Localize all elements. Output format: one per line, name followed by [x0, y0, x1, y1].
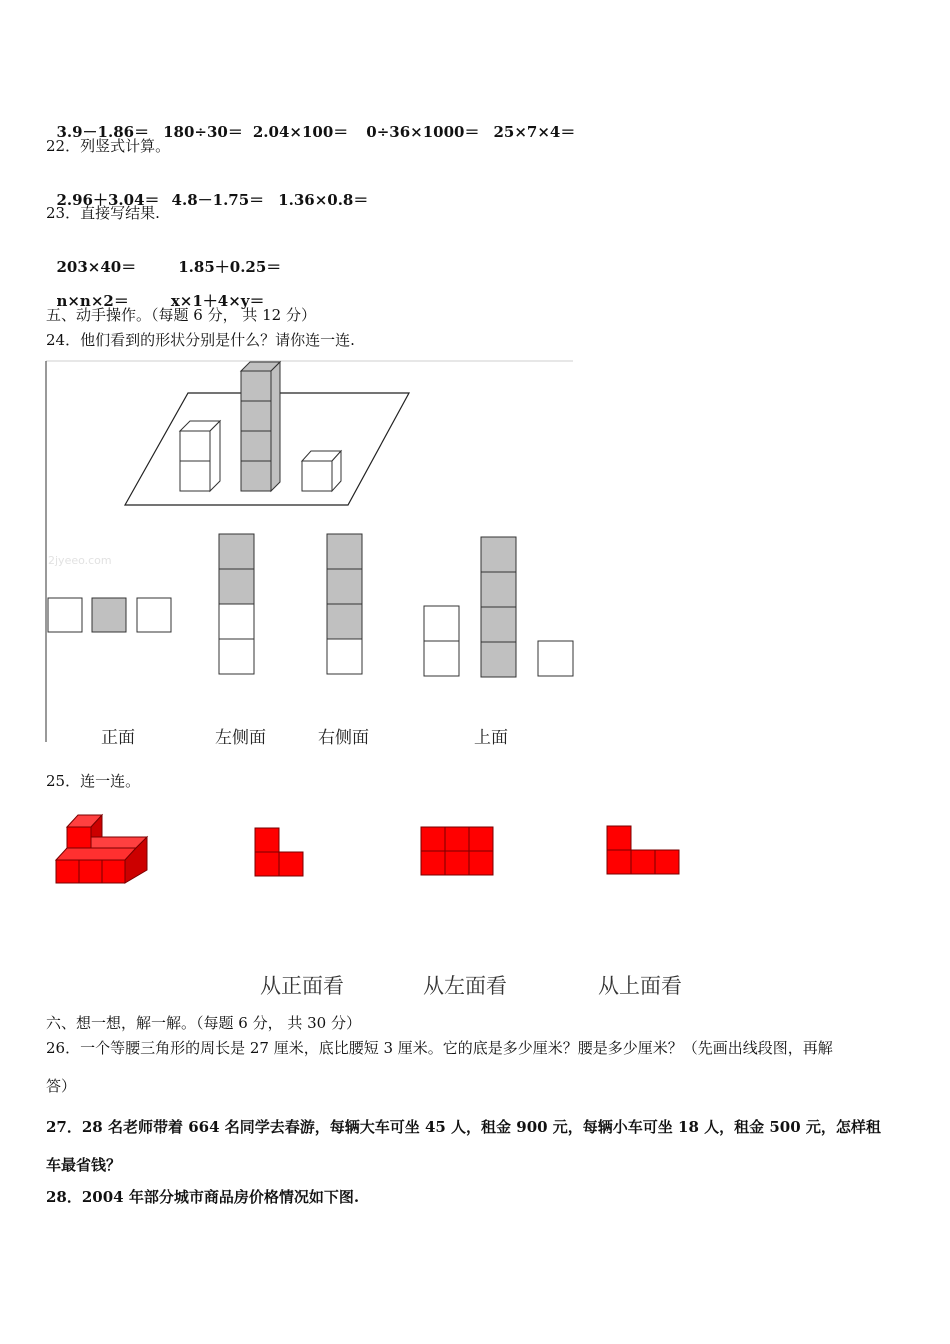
label-view-front: 从正面看 [260, 974, 344, 998]
q23-title: 23．直接写结果. [46, 204, 160, 222]
cube-single-right [302, 451, 341, 491]
q22-expr-1: 2.96＋3.04＝ [56, 191, 160, 209]
watermark: 2jyeeo.com [48, 554, 112, 567]
label-front: 正面 [101, 728, 135, 748]
label-view-left: 从左面看 [423, 974, 507, 998]
q23-expr-3: n×n×2＝ [56, 292, 129, 310]
q23-expr-1: 203×40＝ [56, 258, 137, 276]
view-left-side[interactable] [219, 534, 254, 674]
q27-line-1: 27．28 名老师带着 664 名同学去春游，每辆大车可坐 45 人，租金 900 元，每辆小车可坐 18 人，租金 500 元，怎样租 [46, 1118, 881, 1136]
view-right-side[interactable] [327, 534, 362, 674]
view-top[interactable] [424, 537, 573, 677]
q21-expr-2: 180÷30＝ [163, 123, 243, 141]
q23-expr-2: 1.85＋0.25＝ [178, 258, 282, 276]
q21-expr-1: 3.9－1.86＝ [56, 123, 150, 141]
q22-expr-2: 4.8－1.75＝ [171, 191, 265, 209]
label-left-side: 左侧面 [215, 728, 266, 748]
q26-line-2: 答） [46, 1077, 77, 1095]
q25-figure [0, 805, 720, 895]
red-view-l-long[interactable] [607, 826, 679, 874]
q26-line-1: 26．一个等腰三角形的周长是 27 厘米，底比腰短 3 厘米。它的底是多少厘米？腰是多少厘米？（先画出线段图，再解 [46, 1039, 833, 1057]
cube-stack-middle [241, 362, 280, 491]
q21-expr-5: 25×7×4＝ [493, 123, 576, 141]
red-block-3d [56, 815, 147, 883]
label-view-top: 从上面看 [598, 974, 682, 998]
red-view-l-small[interactable] [255, 828, 303, 876]
q28-title: 28．2004 年部分城市商品房价格情况如下图. [46, 1188, 360, 1206]
q22-expr-3: 1.36×0.8＝ [278, 191, 369, 209]
q21-expr-4: 0÷36×1000＝ [366, 123, 480, 141]
section-6-title: 六、想一想，解一解。（每题 6 分， 共 30 分） [46, 1014, 361, 1032]
view-front[interactable] [48, 598, 171, 632]
q23-expr-4: x×1＋4×y＝ [170, 292, 265, 310]
q22-title: 22．列竖式计算。 [46, 137, 171, 155]
q24-title: 24．他们看到的形状分别是什么？请你连一连. [46, 331, 355, 349]
label-top: 上面 [474, 728, 508, 748]
section-5-title: 五、动手操作。（每题 6 分， 共 12 分） [46, 306, 316, 324]
red-view-rect[interactable] [421, 827, 493, 875]
q27-line-2: 车最省钱？ [46, 1156, 122, 1174]
q21-expr-3: 2.04×100＝ [252, 123, 349, 141]
label-right-side: 右侧面 [318, 728, 369, 748]
cube-stack-left [180, 421, 220, 491]
q25-title: 25．连一连。 [46, 772, 141, 790]
